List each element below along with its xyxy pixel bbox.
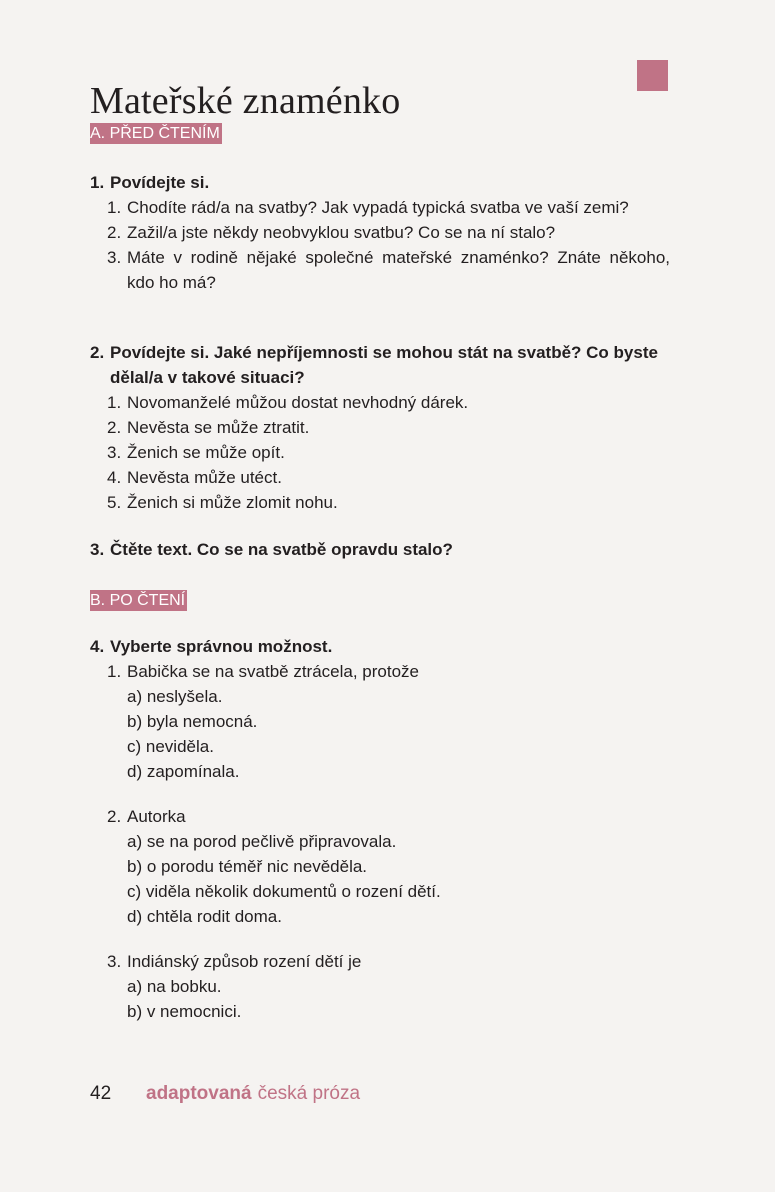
question-1: 1. Babička se na svatbě ztrácela, protože a) neslyšela. b) byla nemocná. c) neviděla. d) zapomínala. bbox=[90, 659, 670, 784]
answer-option: d) chtěla rodit doma. bbox=[127, 907, 282, 926]
list-item: 4. Nevěsta může utéct. bbox=[107, 468, 282, 487]
task-2 bbox=[90, 340, 670, 515]
answer-option: b) o porodu téměř nic nevěděla. bbox=[127, 857, 368, 876]
task-1-title: 1. Povídejte si. bbox=[90, 173, 210, 192]
section-label-a: A. PŘED ČTENÍM bbox=[90, 125, 220, 142]
task-1 bbox=[90, 170, 670, 295]
list-item: 1. Novomanželé můžou dostat nevhodný dárek. bbox=[107, 393, 469, 412]
answer-option: c) viděla několik dokumentů o rození dětí. bbox=[127, 882, 441, 901]
decorative-square bbox=[637, 60, 668, 91]
section-label-b: B. PO ČTENÍ bbox=[90, 592, 186, 609]
task-2-title: 2. Povídejte si. Jaké nepříjemnosti se mohou stát na svatbě? Co byste dělal/a v takové situaci? bbox=[90, 343, 658, 387]
list-item: 2. Zažil/a jste někdy neobvyklou svatbu? Co se na ní stalo? bbox=[107, 223, 556, 242]
question-3: 3. Indiánský způsob rození dětí je a) na bobku. b) v nemocnici. bbox=[90, 949, 670, 1024]
page-number: 42 bbox=[90, 1083, 112, 1104]
page-footer bbox=[90, 1083, 360, 1105]
list-item: 3. Ženich se může opít. bbox=[107, 443, 285, 462]
list-item: 2. Nevěsta se může ztratit. bbox=[107, 418, 310, 437]
task-3-title: 3. Čtěte text. Co se na svatbě opravdu stalo? bbox=[90, 540, 453, 559]
list-item: 1. Chodíte rád/a na svatby? Jak vypadá typická svatba ve vaší zemi? bbox=[107, 198, 629, 217]
page-title: Mateřské znaménko bbox=[90, 80, 401, 123]
task-3 bbox=[90, 537, 670, 562]
answer-option: b) byla nemocná. bbox=[127, 712, 258, 731]
series-name: česká próza bbox=[257, 1083, 361, 1104]
answer-option: c) neviděla. bbox=[127, 737, 214, 756]
series-name-bold: adaptovaná bbox=[146, 1083, 252, 1104]
task-4 bbox=[90, 634, 670, 1044]
list-item: 3. Máte v rodině nějaké společné mateřské znaménko? Znáte někoho, kdo ho má? bbox=[107, 248, 670, 292]
answer-option: b) v nemocnici. bbox=[127, 1002, 242, 1021]
answer-option: a) se na porod pečlivě připravovala. bbox=[127, 832, 397, 851]
answer-option: a) na bobku. bbox=[127, 977, 222, 996]
list-item: 5. Ženich si může zlomit nohu. bbox=[107, 493, 338, 512]
answer-option: d) zapomínala. bbox=[127, 762, 240, 781]
task-4-title: 4. Vyberte správnou možnost. bbox=[90, 637, 333, 656]
answer-option: a) neslyšela. bbox=[127, 687, 223, 706]
question-2: 2. Autorka a) se na porod pečlivě připravovala. b) o porodu téměř nic nevěděla. c) viděla několik dokumentů o rození dětí. d) chtěla rodit doma. bbox=[90, 804, 670, 929]
